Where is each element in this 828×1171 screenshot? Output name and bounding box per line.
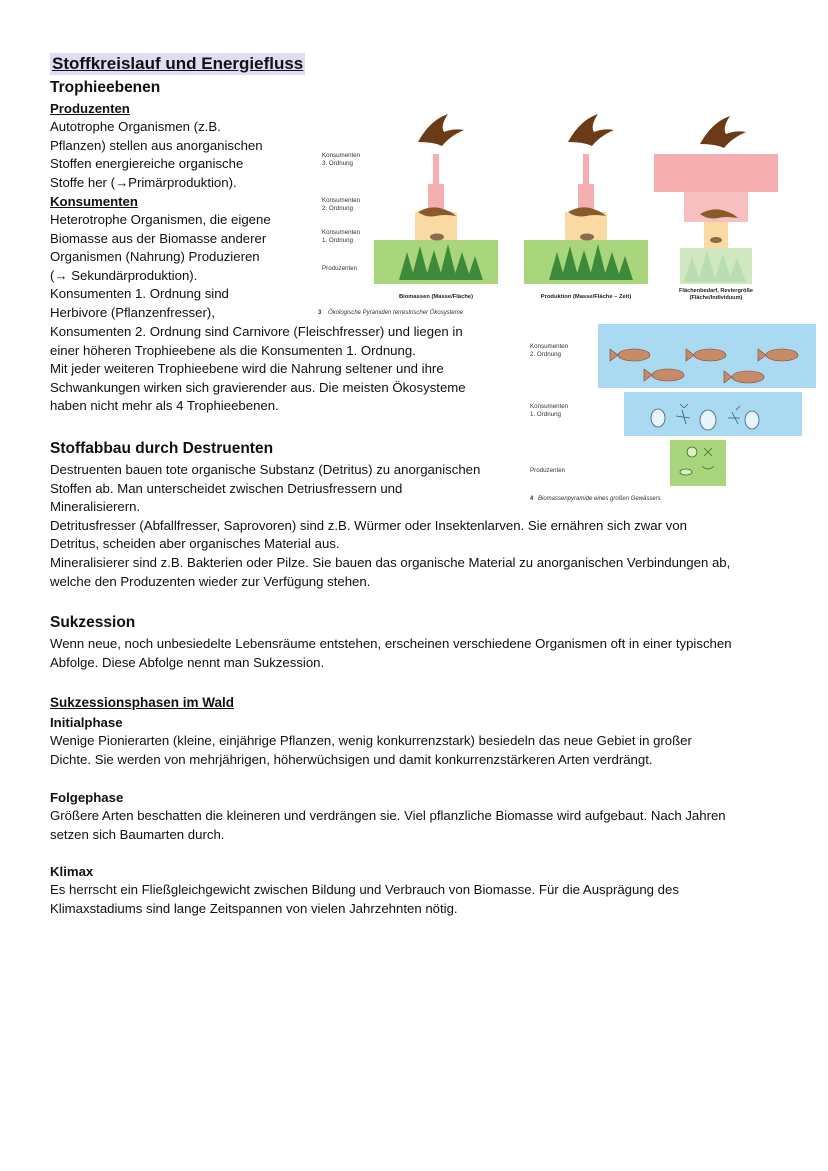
text-line: Klimaxstadiums sind lange Zeitspannen von vielen Jahrzehnten nötig. bbox=[50, 900, 458, 916]
text-line: Stoffen energiereiche organische bbox=[50, 156, 244, 172]
layer-konsumenten-3 bbox=[433, 154, 439, 184]
text-line: einer höheren Trophieebene als die Konsumenten 1. Ordnung. bbox=[50, 342, 416, 358]
text-line: Konsumenten 1. Ordnung sind bbox=[50, 286, 229, 302]
text-line: Biomasse aus der Biomasse anderer bbox=[50, 230, 267, 246]
figure-caption: Ökologische Pyramiden terrestrischer Ökosysteme bbox=[328, 310, 464, 316]
label-produzenten: Produzenten bbox=[530, 467, 566, 474]
text-line: Organismen (Nahrung) Produzieren bbox=[50, 249, 260, 265]
heading-destruenten: Stoffabbau durch Destruenten bbox=[50, 440, 274, 457]
sukzession-text bbox=[50, 635, 732, 672]
text-line: Detritus, scheiden aber organisches Material aus. bbox=[50, 536, 340, 552]
mouse-icon bbox=[430, 234, 444, 241]
label-ordnung-2: 2. Ordnung bbox=[530, 351, 561, 358]
text-line: Abfolge. Diese Abfolge nennt man Sukzession. bbox=[50, 654, 325, 670]
zooplankton-icon bbox=[700, 410, 716, 430]
text-line: Heterotrophe Organismen, die eigene bbox=[50, 212, 271, 227]
text-line: Größere Arten beschatten die kleineren und verdrängen sie. Viel pflanzliche Biomasse wird aufgebaut. Nach Jahren bbox=[50, 808, 726, 823]
zooplankton-icon bbox=[651, 409, 665, 427]
konsumenten-text bbox=[50, 211, 271, 323]
trophie-wide-text bbox=[50, 323, 466, 416]
text-line: Stoffen ab. Man unterscheidet zwischen Detriusfressern und bbox=[50, 480, 403, 496]
caption-flaeche-1: Flächenbedarf, Reviergröße bbox=[679, 288, 753, 294]
heading-sukzession: Sukzession bbox=[50, 614, 136, 631]
figure-number: 3 bbox=[318, 310, 322, 316]
text-line: Konsumenten 2. Ordnung sind Carnivore (Fleischfresser) und liegen in bbox=[50, 324, 463, 339]
heading-folgephase: Folgephase bbox=[50, 790, 124, 805]
destruenten-intro bbox=[50, 461, 730, 591]
heading-trophieebenen: Trophieebenen bbox=[50, 79, 161, 96]
weasel-icon bbox=[568, 207, 606, 216]
layer-konsumenten-3 bbox=[583, 154, 589, 184]
phytoplankton-icon bbox=[687, 447, 697, 457]
label-konsumenten-1: Konsumenten bbox=[530, 403, 569, 410]
label-konsumenten-3: Konsumenten bbox=[322, 152, 361, 159]
text-line: Herbivore (Pflanzenfresser), bbox=[50, 304, 215, 320]
heading-konsumenten: Konsumenten bbox=[50, 194, 138, 209]
text-line: Wenn neue, noch unbesiedelte Lebensräume entstehen, erscheinen verschiedene Organismen oft in einer typischen bbox=[50, 636, 732, 651]
text-line: (→ Sekundärproduktion). bbox=[50, 267, 198, 283]
label-konsumenten-2: Konsumenten bbox=[530, 343, 569, 350]
heading-sukzessionsphasen: Sukzessionsphasen im Wald bbox=[50, 695, 235, 710]
label-ordnung-2: 2. Ordnung bbox=[322, 205, 353, 212]
figure-caption: Biomassenpyramide eines großen Gewässers bbox=[538, 496, 661, 502]
caption-flaeche-2: (Fläche/Individuum) bbox=[689, 295, 743, 301]
pyramid-produktion bbox=[524, 114, 648, 300]
text-line: Detritusfresser (Abfallfresser, Saprovoren) sind z.B. Würmer oder Insektenlarven. Sie ernähren sich zwar von bbox=[50, 517, 687, 533]
text-line: Schwankungen wirken sich gravierender aus. Die meisten Ökosysteme bbox=[50, 379, 466, 395]
text-line: welche den Produzenten wieder zur Verfügung stehen. bbox=[50, 573, 371, 589]
klimax-text bbox=[50, 881, 679, 918]
text-line: Stoffe her (→Primärproduktion). bbox=[50, 174, 237, 190]
heading-produzenten: Produzenten bbox=[50, 101, 130, 116]
heading-initialphase: Initialphase bbox=[50, 715, 123, 730]
label-konsumenten-2: Konsumenten bbox=[322, 197, 361, 204]
label-ordnung-1: 1. Ordnung bbox=[322, 237, 353, 244]
text-line: Mineralisierern. bbox=[50, 499, 141, 515]
pyramid-flaechenbedarf bbox=[654, 116, 778, 301]
caption-biomasse: Biomassen (Masse/Fläche) bbox=[398, 294, 474, 300]
mouse-icon bbox=[710, 237, 722, 243]
text-line: Wenige Pionierarten (kleine, einjährige Pflanzen, wenig konkurrenzstark) besiedeln das neue Gebiet in großer bbox=[50, 733, 692, 748]
heading-klimax: Klimax bbox=[50, 864, 94, 879]
figure-number: 4 bbox=[530, 496, 534, 502]
weasel-icon bbox=[418, 207, 456, 216]
figure-terrestrial-pyramids bbox=[314, 112, 784, 322]
label-konsumenten-1: Konsumenten bbox=[322, 229, 361, 236]
layer-konsumenten-3 bbox=[654, 154, 778, 192]
text-line: Pflanzen) stellen aus anorganischen bbox=[50, 137, 263, 153]
mouse-icon bbox=[580, 234, 594, 241]
produzenten-text bbox=[50, 118, 263, 192]
text-line: setzen sich Baumarten durch. bbox=[50, 826, 225, 842]
initialphase-text bbox=[50, 732, 692, 769]
eagle-icon bbox=[418, 114, 464, 146]
folgephase-text bbox=[50, 807, 726, 844]
pyramid-biomasse bbox=[374, 114, 498, 300]
text-line: Mineralisierer sind z.B. Bakterien oder Pilze. Sie bauen das organische Material zu anorganischen Verbindungen ab, bbox=[50, 554, 731, 570]
zooplankton-icon bbox=[745, 411, 759, 429]
text-line: Dichte. Sie werden von mehrjährigen, höherwüchsigen und damit konkurrenzstärkeren Arten verdrängt. bbox=[50, 751, 653, 767]
text-line: Mit jeder weiteren Trophieebene wird die Nahrung seltener und ihre bbox=[50, 361, 444, 377]
text-line: haben nicht mehr als 4 Trophieebenen. bbox=[50, 398, 279, 414]
eagle-icon bbox=[700, 116, 746, 148]
label-ordnung-1: 1. Ordnung bbox=[530, 411, 561, 418]
text-line: Autotrophe Organismen (z.B. bbox=[50, 119, 221, 134]
layer-konsumenten-1 bbox=[704, 222, 728, 248]
caption-produktion: Produktion (Masse/Fläche – Zeit) bbox=[540, 294, 632, 300]
label-produzenten: Produzenten bbox=[322, 265, 358, 272]
text-line: Destruenten bauen tote organische Substanz (Detritus) zu anorganischen bbox=[50, 462, 481, 477]
page-title: Stoffkreislauf und Energiefluss bbox=[52, 54, 304, 73]
label-ordnung-3: 3. Ordnung bbox=[322, 160, 353, 167]
eagle-icon bbox=[568, 114, 614, 146]
text-line: Es herrscht ein Fließgleichgewicht zwischen Bildung und Verbrauch von Biomasse. Für die Ausprägung des bbox=[50, 882, 679, 897]
